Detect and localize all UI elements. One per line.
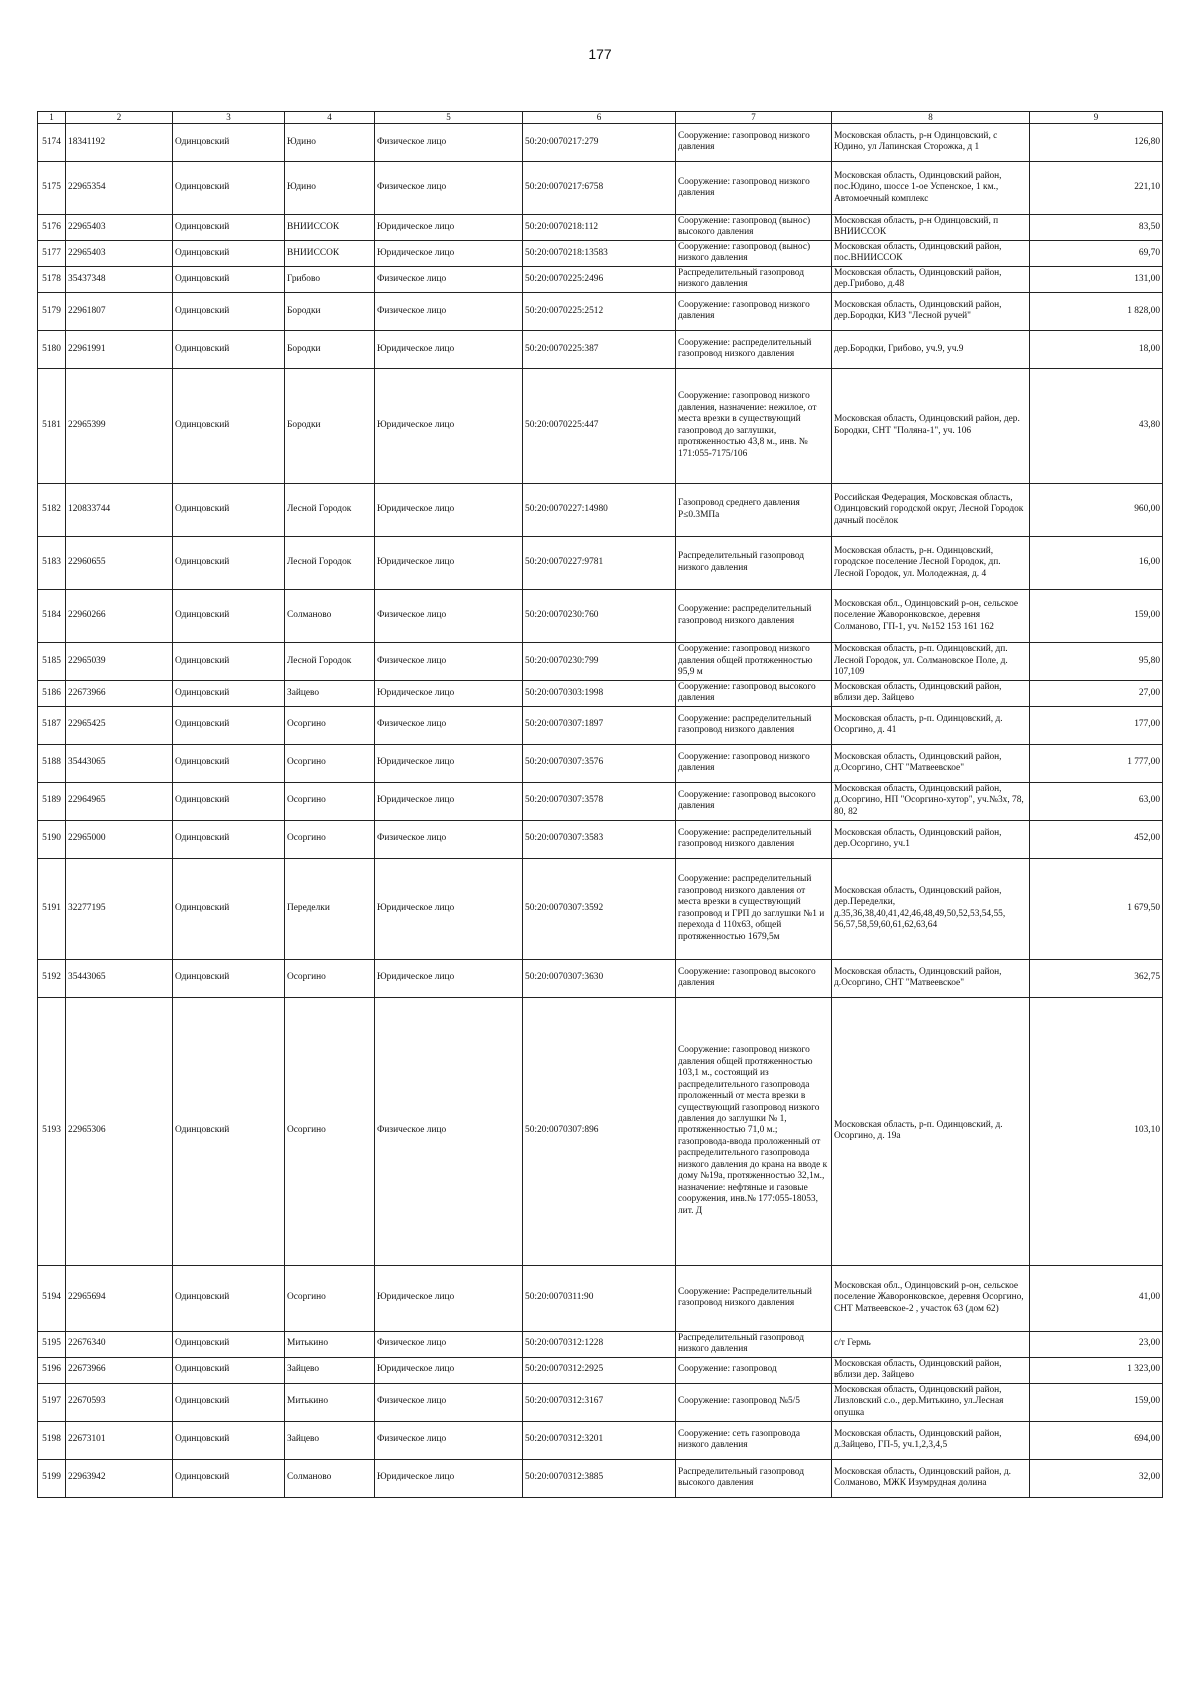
locality-cell: Грибово [285, 266, 375, 292]
address-cell: Московская область, р-п. Одинцовский, дп. Лесной Городок, ул. Солмановское Поле, д. 107,109 [832, 642, 1030, 680]
column-header: 2 [66, 112, 173, 124]
district-cell: Одинцовский [173, 642, 285, 680]
cadastral-number-cell: 50:20:0070225:387 [523, 330, 676, 368]
column-header: 6 [523, 112, 676, 124]
record-id: 120833744 [66, 483, 173, 536]
extent-value-cell: 177,00 [1030, 706, 1163, 744]
address-cell: Московская область, Одинцовский район, д. Солманово, МЖК Изумрудная долина [832, 1459, 1030, 1497]
object-description-cell: Сооружение: газопровод высокого давления [676, 959, 832, 997]
record-id: 22961991 [66, 330, 173, 368]
cadastral-number-cell: 50:20:0070312:1228 [523, 1331, 676, 1357]
owner-type-cell: Физическое лицо [375, 1331, 523, 1357]
column-number-row [38, 112, 1163, 124]
object-description-cell: Сооружение: газопровод низкого давления, назначение: нежилое, от места врезки в существующий газопровод до заглушки, протяженностью 43,8 м., инв. № 171:055-7175/106 [676, 368, 832, 483]
record-id: 22965000 [66, 820, 173, 858]
district-cell: Одинцовский [173, 330, 285, 368]
district-cell: Одинцовский [173, 161, 285, 214]
extent-value-cell: 18,00 [1030, 330, 1163, 368]
district-cell: Одинцовский [173, 1383, 285, 1421]
locality-cell: Осоргино [285, 706, 375, 744]
address-cell: с/т Гермь [832, 1331, 1030, 1357]
object-description-cell: Сооружение: распределительный газопровод низкого давления [676, 589, 832, 642]
address-cell: Московская область, р-п. Одинцовский, д. Осоргино, д. 41 [832, 706, 1030, 744]
owner-type-cell: Юридическое лицо [375, 536, 523, 589]
district-cell: Одинцовский [173, 744, 285, 782]
address-cell: Московская область, Одинцовский район, дер.Грибово, д.48 [832, 266, 1030, 292]
table-row [38, 1459, 1163, 1497]
cadastral-number-cell: 50:20:0070312:3167 [523, 1383, 676, 1421]
table-row [38, 240, 1163, 266]
owner-type-cell: Физическое лицо [375, 123, 523, 161]
extent-value-cell: 103,10 [1030, 997, 1163, 1265]
extent-value-cell: 43,80 [1030, 368, 1163, 483]
address-cell: Московская обл., Одинцовский р-он, сельское поселение Жаворонковское, деревня Солманово, ГП-1, уч. №152 153 161 162 [832, 589, 1030, 642]
district-cell: Одинцовский [173, 589, 285, 642]
record-id: 22960655 [66, 536, 173, 589]
district-cell: Одинцовский [173, 820, 285, 858]
object-description-cell: Сооружение: газопровод низкого давления [676, 123, 832, 161]
column-header: 4 [285, 112, 375, 124]
address-cell: дер.Бородки, Грибово, уч.9, уч.9 [832, 330, 1030, 368]
cadastral-number-cell: 50:20:0070307:3592 [523, 858, 676, 959]
row-number: 5185 [38, 642, 66, 680]
cadastral-number-cell: 50:20:0070225:2496 [523, 266, 676, 292]
district-cell: Одинцовский [173, 214, 285, 240]
row-number: 5194 [38, 1265, 66, 1331]
table-row [38, 782, 1163, 820]
record-id: 22963942 [66, 1459, 173, 1497]
owner-type-cell: Физическое лицо [375, 161, 523, 214]
locality-cell: Лесной Городок [285, 642, 375, 680]
owner-type-cell: Юридическое лицо [375, 680, 523, 706]
locality-cell: Солманово [285, 1459, 375, 1497]
record-id: 18341192 [66, 123, 173, 161]
locality-cell: Осоргино [285, 997, 375, 1265]
cadastral-number-cell: 50:20:0070218:112 [523, 214, 676, 240]
locality-cell: Осоргино [285, 1265, 375, 1331]
owner-type-cell: Физическое лицо [375, 1421, 523, 1459]
object-description-cell: Газопровод среднего давления Р≤0.3МПа [676, 483, 832, 536]
locality-cell: Осоргино [285, 959, 375, 997]
row-number: 5183 [38, 536, 66, 589]
record-id: 22673966 [66, 680, 173, 706]
row-number: 5175 [38, 161, 66, 214]
object-description-cell: Сооружение: газопровод высокого давления [676, 782, 832, 820]
extent-value-cell: 1 777,00 [1030, 744, 1163, 782]
owner-type-cell: Физическое лицо [375, 589, 523, 642]
district-cell: Одинцовский [173, 1459, 285, 1497]
record-id: 22670593 [66, 1383, 173, 1421]
district-cell: Одинцовский [173, 680, 285, 706]
object-description-cell: Сооружение: газопровод (вынос) низкого давления [676, 240, 832, 266]
row-number: 5184 [38, 589, 66, 642]
table-row [38, 680, 1163, 706]
row-number: 5180 [38, 330, 66, 368]
column-header: 7 [676, 112, 832, 124]
cadastral-number-cell: 50:20:0070312:3201 [523, 1421, 676, 1459]
cadastral-number-cell: 50:20:0070307:3576 [523, 744, 676, 782]
column-header: 9 [1030, 112, 1163, 124]
row-number: 5176 [38, 214, 66, 240]
record-id: 22961807 [66, 292, 173, 330]
owner-type-cell: Юридическое лицо [375, 858, 523, 959]
district-cell: Одинцовский [173, 240, 285, 266]
table-row [38, 483, 1163, 536]
locality-cell: Зайцево [285, 1357, 375, 1383]
extent-value-cell: 960,00 [1030, 483, 1163, 536]
column-header: 8 [832, 112, 1030, 124]
registry-table [37, 111, 1163, 1498]
locality-cell: Бородки [285, 292, 375, 330]
column-header: 1 [38, 112, 66, 124]
owner-type-cell: Юридическое лицо [375, 330, 523, 368]
address-cell: Московская область, р-н Одинцовский, п ВНИИССОК [832, 214, 1030, 240]
table-row [38, 1331, 1163, 1357]
address-cell: Московская область, р-н. Одинцовский, городское поселение Лесной Городок, дп. Лесной Городок, ул. Молодежная, д. 4 [832, 536, 1030, 589]
extent-value-cell: 126,80 [1030, 123, 1163, 161]
row-number: 5188 [38, 744, 66, 782]
locality-cell: ВНИИССОК [285, 214, 375, 240]
row-number: 5189 [38, 782, 66, 820]
object-description-cell: Сооружение: газопровод низкого давления общей протяженностью 103,1 м., состоящий из распределительного газопровода проложенный от места врезки в существующий газопровод низкого давления до заглушки № 1, протяженностью 71,0 м.; газопровода-ввода проложенный от распределительного газопровода низкого давления до крана на вводе к дому №19а, протяженностью 32,1м., назначение: нефтяные и газовые сооружения, инв.№ 177:055-18053, лит. Д [676, 997, 832, 1265]
object-description-cell: Распределительный газопровод низкого давления [676, 1331, 832, 1357]
extent-value-cell: 1 679,50 [1030, 858, 1163, 959]
table-row [38, 1357, 1163, 1383]
record-id: 22673101 [66, 1421, 173, 1459]
district-cell: Одинцовский [173, 997, 285, 1265]
registry-body [38, 123, 1163, 1497]
object-description-cell: Сооружение: распределительный газопровод низкого давления [676, 706, 832, 744]
record-id: 22965306 [66, 997, 173, 1265]
district-cell: Одинцовский [173, 782, 285, 820]
extent-value-cell: 131,00 [1030, 266, 1163, 292]
cadastral-number-cell: 50:20:0070307:896 [523, 997, 676, 1265]
row-number: 5187 [38, 706, 66, 744]
table-row [38, 706, 1163, 744]
owner-type-cell: Юридическое лицо [375, 1459, 523, 1497]
locality-cell: Осоргино [285, 782, 375, 820]
district-cell: Одинцовский [173, 858, 285, 959]
owner-type-cell: Юридическое лицо [375, 1265, 523, 1331]
table-row [38, 959, 1163, 997]
row-number: 5199 [38, 1459, 66, 1497]
table-row [38, 997, 1163, 1265]
cadastral-number-cell: 50:20:0070307:3578 [523, 782, 676, 820]
row-number: 5191 [38, 858, 66, 959]
district-cell: Одинцовский [173, 1265, 285, 1331]
district-cell: Одинцовский [173, 706, 285, 744]
owner-type-cell: Физическое лицо [375, 706, 523, 744]
record-id: 35437348 [66, 266, 173, 292]
locality-cell: Осоргино [285, 744, 375, 782]
column-header: 5 [375, 112, 523, 124]
address-cell: Московская область, Одинцовский район, Лизловский с.о., дер.Митькино, ул.Лесная опушка [832, 1383, 1030, 1421]
object-description-cell: Распределительный газопровод низкого давления [676, 266, 832, 292]
object-description-cell: Сооружение: газопровод высокого давления [676, 680, 832, 706]
object-description-cell: Сооружение: газопровод №5/5 [676, 1383, 832, 1421]
owner-type-cell: Физическое лицо [375, 1383, 523, 1421]
district-cell: Одинцовский [173, 536, 285, 589]
column-header: 3 [173, 112, 285, 124]
record-id: 22965403 [66, 240, 173, 266]
district-cell: Одинцовский [173, 1331, 285, 1357]
cadastral-number-cell: 50:20:0070230:760 [523, 589, 676, 642]
row-number: 5193 [38, 997, 66, 1265]
object-description-cell: Распределительный газопровод высокого давления [676, 1459, 832, 1497]
owner-type-cell: Физическое лицо [375, 997, 523, 1265]
locality-cell: Митькино [285, 1331, 375, 1357]
cadastral-number-cell: 50:20:0070227:9781 [523, 536, 676, 589]
table-row [38, 368, 1163, 483]
extent-value-cell: 95,80 [1030, 642, 1163, 680]
record-id: 35443065 [66, 744, 173, 782]
record-id: 22673966 [66, 1357, 173, 1383]
record-id: 35443065 [66, 959, 173, 997]
object-description-cell: Сооружение: газопровод низкого давления [676, 161, 832, 214]
extent-value-cell: 41,00 [1030, 1265, 1163, 1331]
record-id: 32277195 [66, 858, 173, 959]
locality-cell: Лесной Городок [285, 536, 375, 589]
record-id: 22960266 [66, 589, 173, 642]
cadastral-number-cell: 50:20:0070312:3885 [523, 1459, 676, 1497]
extent-value-cell: 362,75 [1030, 959, 1163, 997]
row-number: 5179 [38, 292, 66, 330]
object-description-cell: Сооружение: Распределительный газопровод низкого давления [676, 1265, 832, 1331]
extent-value-cell: 69,70 [1030, 240, 1163, 266]
record-id: 22965354 [66, 161, 173, 214]
address-cell: Московская область, Одинцовский район, д.Осоргино, НП "Осоргино-хутор", уч.№3х, 78, 80, 82 [832, 782, 1030, 820]
address-cell: Московская область, Одинцовский район, д.Осоргино, СНТ "Матвеевское" [832, 959, 1030, 997]
cadastral-number-cell: 50:20:0070307:3630 [523, 959, 676, 997]
extent-value-cell: 694,00 [1030, 1421, 1163, 1459]
object-description-cell: Сооружение: газопровод низкого давления [676, 292, 832, 330]
cadastral-number-cell: 50:20:0070217:6758 [523, 161, 676, 214]
address-cell: Московская область, Одинцовский район, д.Зайцево, ГП-5, уч.1,2,3,4,5 [832, 1421, 1030, 1459]
extent-value-cell: 83,50 [1030, 214, 1163, 240]
extent-value-cell: 23,00 [1030, 1331, 1163, 1357]
address-cell: Московская область, Одинцовский район, дер. Бородки, СНТ "Поляна-1", уч. 106 [832, 368, 1030, 483]
district-cell: Одинцовский [173, 368, 285, 483]
cadastral-number-cell: 50:20:0070303:1998 [523, 680, 676, 706]
table-row [38, 123, 1163, 161]
owner-type-cell: Юридическое лицо [375, 959, 523, 997]
page-number: 177 [588, 46, 612, 62]
address-cell: Московская область, Одинцовский район, пос.ВНИИССОК [832, 240, 1030, 266]
address-cell: Московская область, Одинцовский район, д.Осоргино, СНТ "Матвеевское" [832, 744, 1030, 782]
extent-value-cell: 1 828,00 [1030, 292, 1163, 330]
cadastral-number-cell: 50:20:0070227:14980 [523, 483, 676, 536]
table-row [38, 536, 1163, 589]
locality-cell: Зайцево [285, 1421, 375, 1459]
object-description-cell: Сооружение: газопровод [676, 1357, 832, 1383]
extent-value-cell: 1 323,00 [1030, 1357, 1163, 1383]
locality-cell: Бородки [285, 330, 375, 368]
district-cell: Одинцовский [173, 266, 285, 292]
address-cell: Московская область, Одинцовский район, дер.Переделки, д.35,36,38,40,41,42,46,48,49,50,52,53,54,55, 56,57,58,59,60,61,62,63,64 [832, 858, 1030, 959]
locality-cell: Солманово [285, 589, 375, 642]
extent-value-cell: 159,00 [1030, 1383, 1163, 1421]
extent-value-cell: 32,00 [1030, 1459, 1163, 1497]
object-description-cell: Сооружение: распределительный газопровод низкого давления [676, 330, 832, 368]
table-row [38, 642, 1163, 680]
table-row [38, 744, 1163, 782]
owner-type-cell: Физическое лицо [375, 820, 523, 858]
locality-cell: Митькино [285, 1383, 375, 1421]
record-id: 22965039 [66, 642, 173, 680]
owner-type-cell: Юридическое лицо [375, 368, 523, 483]
record-id: 22965399 [66, 368, 173, 483]
owner-type-cell: Юридическое лицо [375, 214, 523, 240]
row-number: 5195 [38, 1331, 66, 1357]
address-cell: Московская область, Одинцовский район, вблизи дер. Зайцево [832, 1357, 1030, 1383]
owner-type-cell: Физическое лицо [375, 292, 523, 330]
row-number: 5186 [38, 680, 66, 706]
extent-value-cell: 16,00 [1030, 536, 1163, 589]
locality-cell: Зайцево [285, 680, 375, 706]
cadastral-number-cell: 50:20:0070230:799 [523, 642, 676, 680]
address-cell: Московская область, Одинцовский район, вблизи дер. Зайцево [832, 680, 1030, 706]
table-row [38, 858, 1163, 959]
row-number: 5181 [38, 368, 66, 483]
cadastral-number-cell: 50:20:0070225:2512 [523, 292, 676, 330]
address-cell: Московская область, р-п. Одинцовский, д. Осоргино, д. 19а [832, 997, 1030, 1265]
address-cell: Российская Федерация, Московская область, Одинцовский городской округ, Лесной Городок дачный посёлок [832, 483, 1030, 536]
object-description-cell: Сооружение: газопровод низкого давления общей протяженностью 95,9 м [676, 642, 832, 680]
cadastral-number-cell: 50:20:0070225:447 [523, 368, 676, 483]
object-description-cell: Сооружение: газопровод низкого давления [676, 744, 832, 782]
address-cell: Московская область, р-н Одинцовский, с Юдино, ул Лапинская Сторожка, д 1 [832, 123, 1030, 161]
object-description-cell: Сооружение: распределительный газопровод низкого давления [676, 820, 832, 858]
locality-cell: Юдино [285, 161, 375, 214]
cadastral-number-cell: 50:20:0070217:279 [523, 123, 676, 161]
district-cell: Одинцовский [173, 292, 285, 330]
owner-type-cell: Юридическое лицо [375, 1357, 523, 1383]
object-description-cell: Распределительный газопровод низкого давления [676, 536, 832, 589]
owner-type-cell: Юридическое лицо [375, 782, 523, 820]
record-id: 22965694 [66, 1265, 173, 1331]
cadastral-number-cell: 50:20:0070218:13583 [523, 240, 676, 266]
extent-value-cell: 27,00 [1030, 680, 1163, 706]
district-cell: Одинцовский [173, 1357, 285, 1383]
locality-cell: Бородки [285, 368, 375, 483]
row-number: 5190 [38, 820, 66, 858]
table-row [38, 589, 1163, 642]
extent-value-cell: 221,10 [1030, 161, 1163, 214]
address-cell: Московская область, Одинцовский район, пос.Юдино, шоссе 1-ое Успенское, 1 км., Автомоечный комплекс [832, 161, 1030, 214]
record-id: 22964965 [66, 782, 173, 820]
row-number: 5177 [38, 240, 66, 266]
locality-cell: Осоргино [285, 820, 375, 858]
cadastral-number-cell: 50:20:0070307:1897 [523, 706, 676, 744]
table-row [38, 1421, 1163, 1459]
table-row [38, 820, 1163, 858]
record-id: 22676340 [66, 1331, 173, 1357]
table-row [38, 1265, 1163, 1331]
table-row [38, 161, 1163, 214]
cadastral-number-cell: 50:20:0070311:90 [523, 1265, 676, 1331]
table-row [38, 330, 1163, 368]
locality-cell: Переделки [285, 858, 375, 959]
extent-value-cell: 63,00 [1030, 782, 1163, 820]
object-description-cell: Сооружение: газопровод (вынос) высокого давления [676, 214, 832, 240]
row-number: 5174 [38, 123, 66, 161]
row-number: 5192 [38, 959, 66, 997]
extent-value-cell: 452,00 [1030, 820, 1163, 858]
address-cell: Московская область, Одинцовский район, дер.Осоргино, уч.1 [832, 820, 1030, 858]
owner-type-cell: Юридическое лицо [375, 483, 523, 536]
row-number: 5198 [38, 1421, 66, 1459]
table-row [38, 266, 1163, 292]
address-cell: Московская обл., Одинцовский р-он, сельское поселение Жаворонковское, деревня Осоргино, СНТ Матвеевское-2 , участок 63 (дом 62) [832, 1265, 1030, 1331]
locality-cell: Лесной Городок [285, 483, 375, 536]
cadastral-number-cell: 50:20:0070312:2925 [523, 1357, 676, 1383]
district-cell: Одинцовский [173, 483, 285, 536]
table-row [38, 292, 1163, 330]
locality-cell: ВНИИССОК [285, 240, 375, 266]
locality-cell: Юдино [285, 123, 375, 161]
owner-type-cell: Юридическое лицо [375, 240, 523, 266]
table-row [38, 1383, 1163, 1421]
record-id: 22965425 [66, 706, 173, 744]
owner-type-cell: Физическое лицо [375, 266, 523, 292]
district-cell: Одинцовский [173, 123, 285, 161]
object-description-cell: Сооружение: сеть газопровода низкого давления [676, 1421, 832, 1459]
row-number: 5182 [38, 483, 66, 536]
district-cell: Одинцовский [173, 1421, 285, 1459]
district-cell: Одинцовский [173, 959, 285, 997]
owner-type-cell: Юридическое лицо [375, 744, 523, 782]
row-number: 5196 [38, 1357, 66, 1383]
owner-type-cell: Физическое лицо [375, 642, 523, 680]
row-number: 5178 [38, 266, 66, 292]
table-row [38, 214, 1163, 240]
extent-value-cell: 159,00 [1030, 589, 1163, 642]
record-id: 22965403 [66, 214, 173, 240]
address-cell: Московская область, Одинцовский район, дер.Бородки, КИЗ "Лесной ручей" [832, 292, 1030, 330]
cadastral-number-cell: 50:20:0070307:3583 [523, 820, 676, 858]
object-description-cell: Сооружение: распределительный газопровод низкого давления от места врезки в существующий газопровод и ГРП до заглушки №1 и перехода d 110х63, общей протяженностью 1679,5м [676, 858, 832, 959]
row-number: 5197 [38, 1383, 66, 1421]
